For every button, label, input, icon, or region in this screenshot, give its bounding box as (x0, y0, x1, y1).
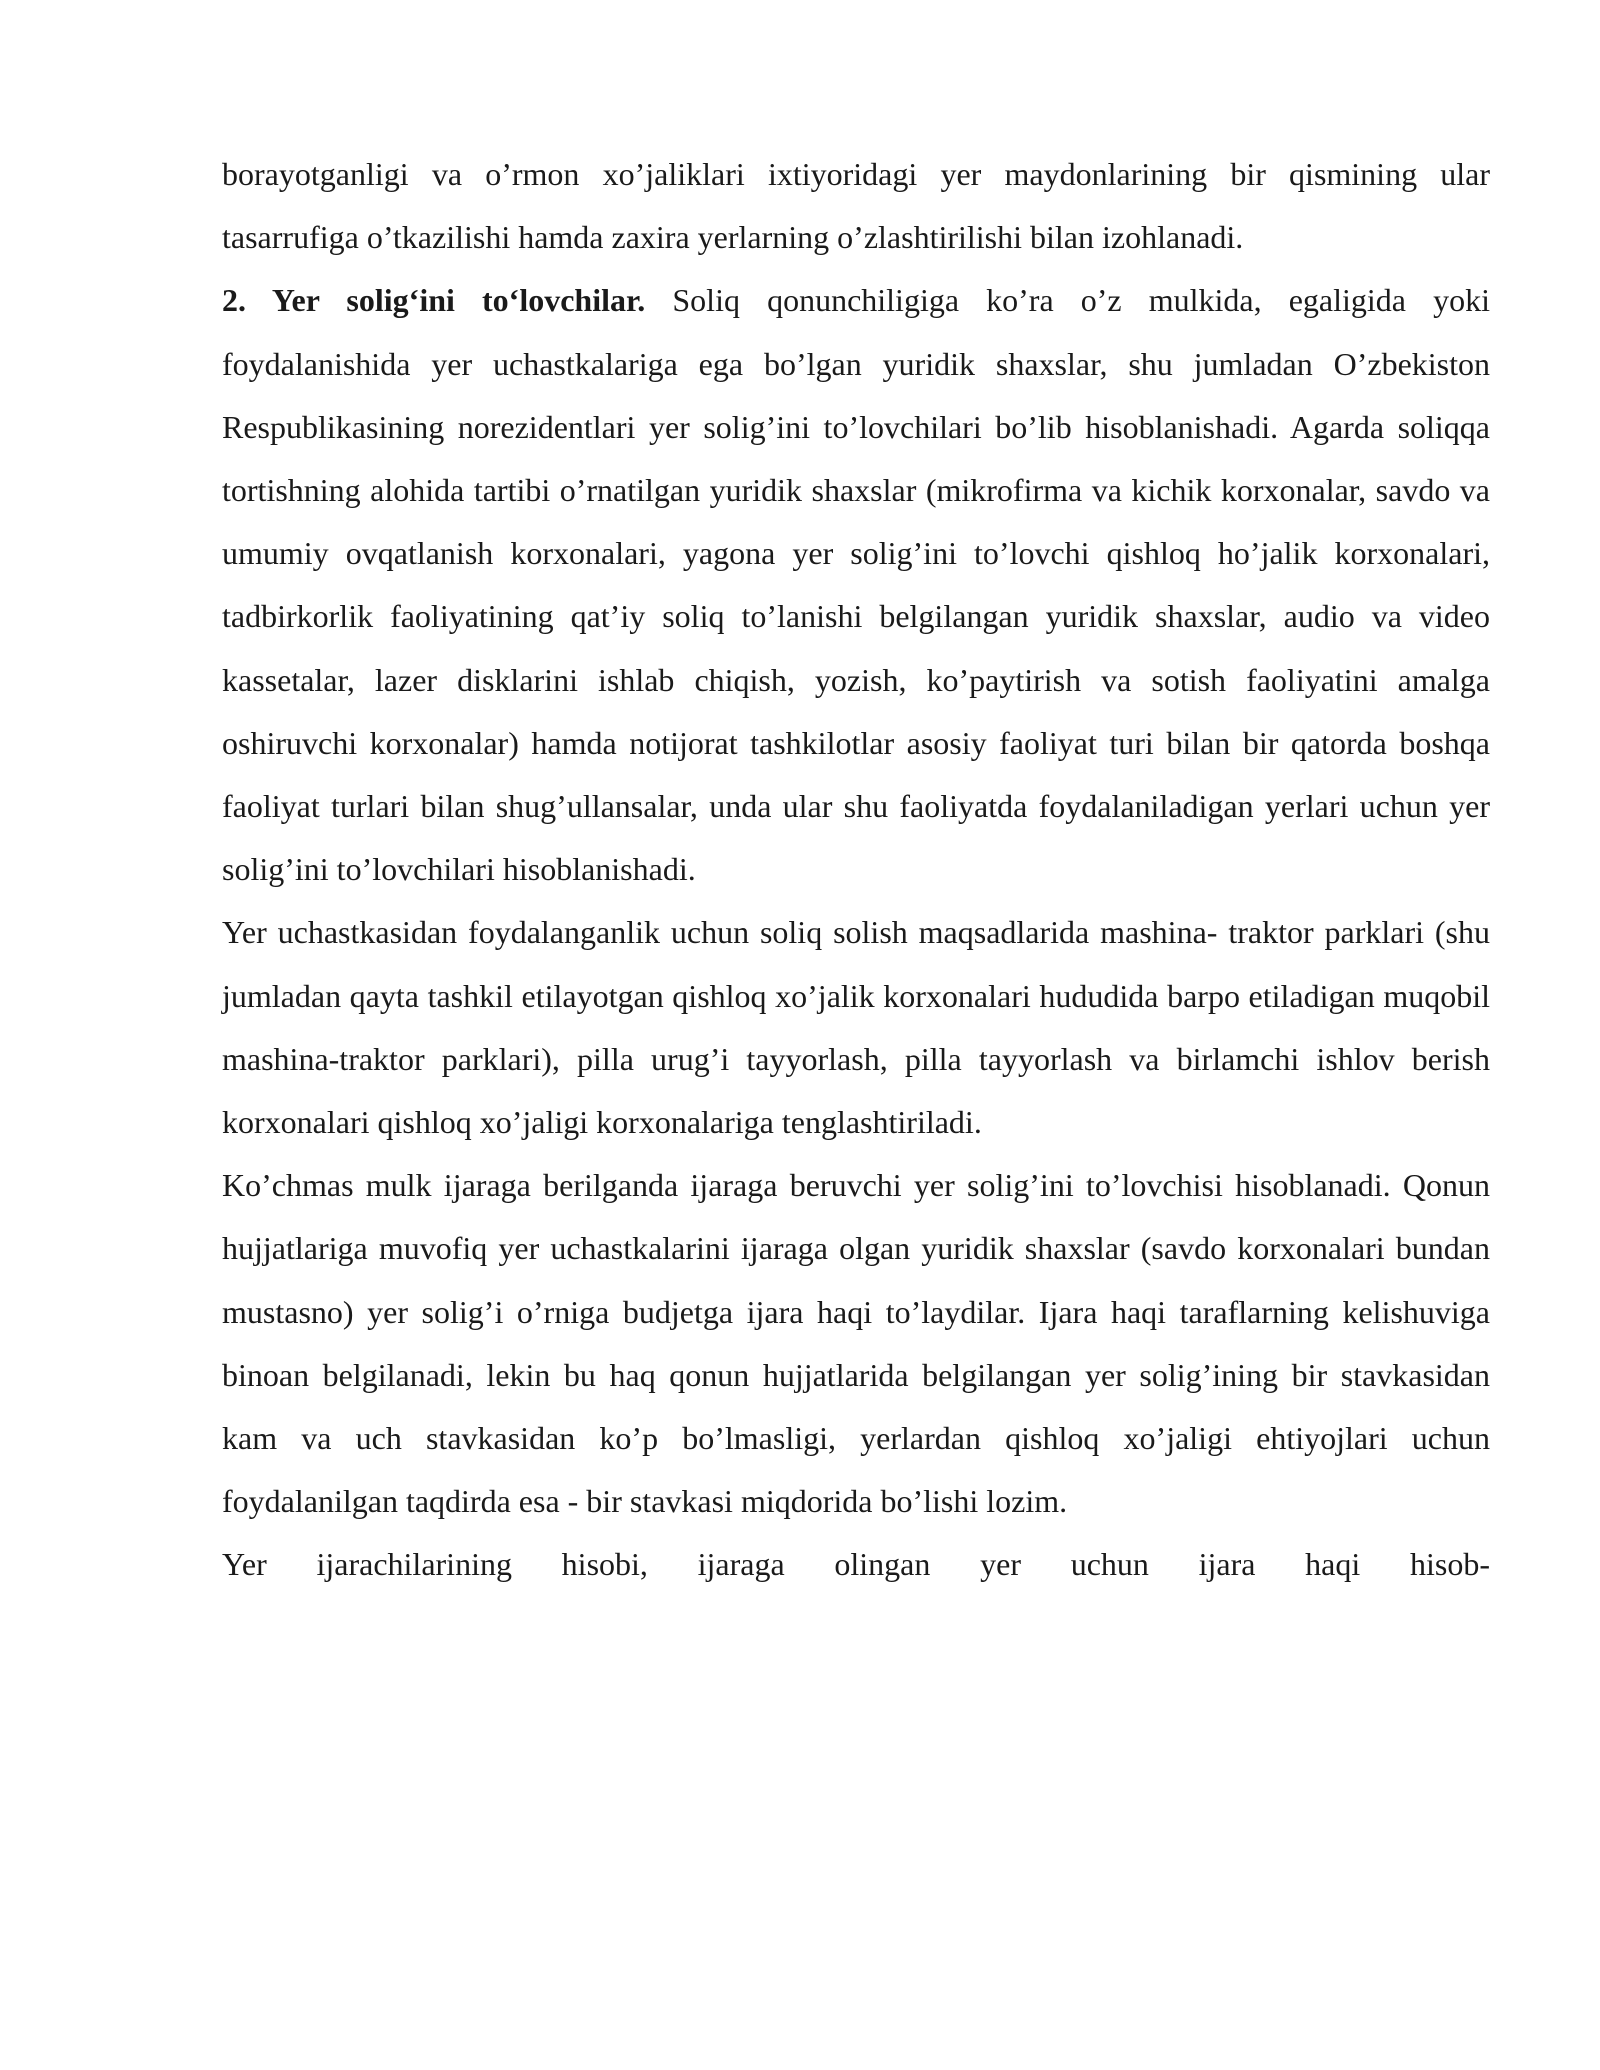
paragraph-lease: Ko’chmas mulk ijaraga berilganda ijaraga beruvchi yer solig’ini to’lovchisi hisoblanadi. Qonun hujjatlariga muvofiq yer uchastkalarini ijaraga olgan yuridik shaxslar (savdo korxonalari bundan mustasno) yer solig’i o’rniga budjetga ijara haqi to’laydilar. Ijara haqi taraflarning kelishuviga binoan belgilanadi, lekin bu haq qonun hujjatlarida belgilangan yer solig’ining bir stavkasidan kam va uch stavkasidan ko’p bo’lmasligi, yerlardan qishloq xo’jaligi ehtiyojlari uchun foydalanilgan taqdirda esa - bir stavkasi miqdorida bo’lishi lozim. (222, 1167, 1490, 1520)
paragraph-machine-tractor-parks: Yer uchastkasidan foydalanganlik uchun soliq solish maqsadlarida mashina- traktor parklari (shu jumladan qayta tashkil etilayotgan qishloq xo’jalik korxonalari hududida barpo etiladigan muqobil mashina-traktor parklari), pilla urug’i tayyorlash, pilla tayyorlash va birlamchi ishlov berish korxonalari qishloq xo’jaligi korxonalariga tenglashtiriladi. (222, 914, 1490, 1141)
section-heading: 2. Yer solig‘ini to‘lovchilar. (222, 282, 646, 319)
paragraph-taxpayers-text: Soliq qonunchiligiga ko’ra o’z mulkida, egaligida yoki foydalanishida yer uchastkalariga ega bo’lgan yuridik shaxslar, shu jumladan O’zbekiston Respublikasining norezidentlari yer solig’ini to’lovchilari bo’lib hisoblanishadi. Agarda soliqqa tortishning alohida tartibi o’rnatilgan yuridik shaxslar (mikrofirma va kichik korxonalar, savdo va umumiy ovqatlanish korxonalari, yagona yer solig’ini to’lovchi qishloq ho’jalik korxonalari, tadbirkorlik faoliyatining qat’iy soliq to’lanishi belgilangan yuridik shaxslar, audio va video kassetalar, lazer disklarini ishlab chiqish, yozish, ko’paytirish va sotish faoliyatini amalga oshiruvchi korxonalar) hamda notijorat tashkilotlar asosiy faoliyat turi bilan bir qatorda boshqa faoliyat turlari bilan shug’ullansalar, unda ular shu faoliyatda foydalaniladigan yerlari uchun yer solig’ini to’lovchilari hisoblanishadi. (222, 282, 1491, 888)
document-body (222, 143, 1490, 1597)
paragraph-intro: borayotganligi va o’rmon xo’jaliklari ixtiyoridagi yer maydonlarining bir qismining ular tasarrufiga o’tkazilishi hamda zaxira yerlarning o’zlashtirilishi bilan izohlanadi. (222, 156, 1490, 256)
paragraph-taxpayers (222, 269, 1490, 901)
paragraph-lessees: Yer ijarachilarining hisobi, ijaraga olingan yer uchun ijara haqi hisob- (222, 1546, 1490, 1583)
